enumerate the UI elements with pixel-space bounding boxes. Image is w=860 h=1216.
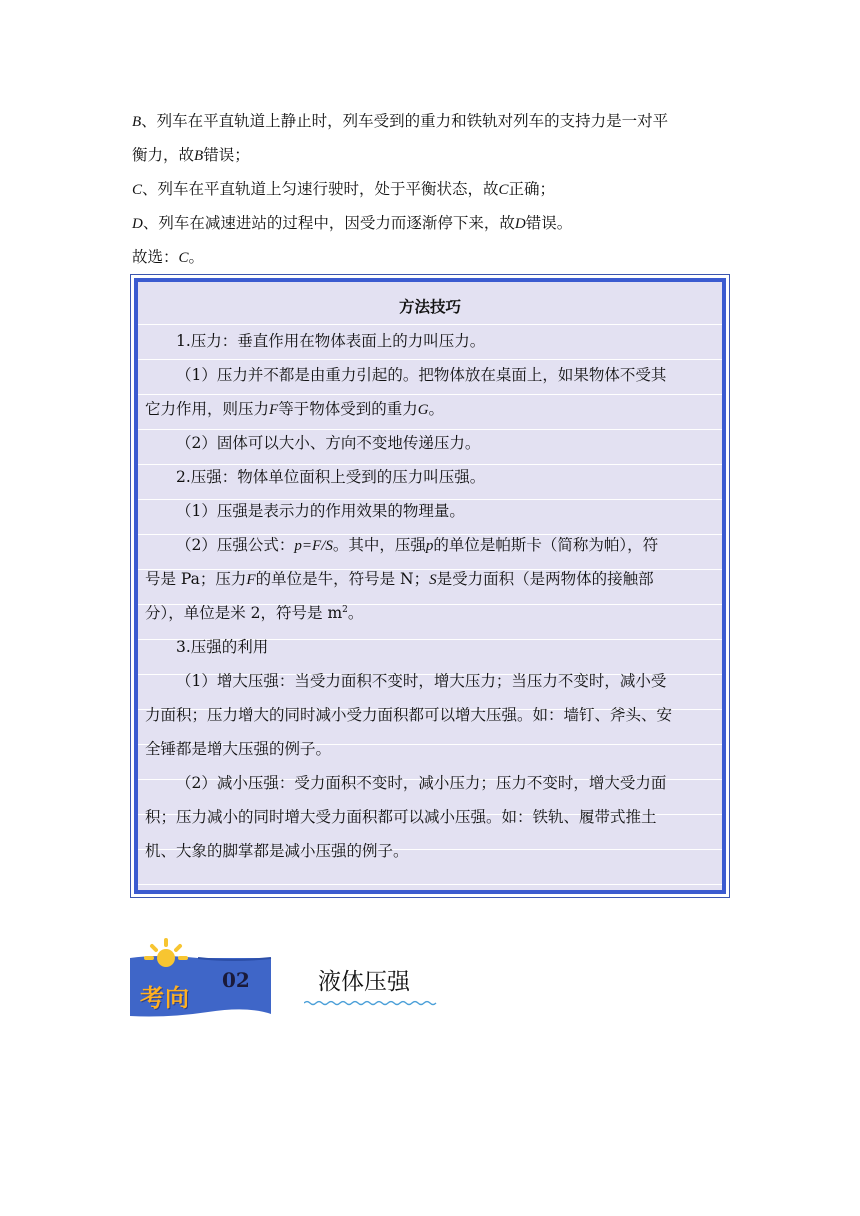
tip-text: 。 xyxy=(428,400,445,418)
option-b-label: B xyxy=(132,114,142,130)
answer-line-b xyxy=(132,104,732,139)
answer-d-end: 错误。 xyxy=(525,214,573,232)
section-badge xyxy=(128,936,273,1020)
method-tips-title: 方法技巧 xyxy=(398,297,461,316)
choice-label: 故选： xyxy=(132,248,179,266)
option-c-label: C xyxy=(132,182,143,198)
tip-text: 的单位是牛，符号是 N； xyxy=(255,570,430,588)
choice-end: 。 xyxy=(188,248,205,266)
answer-line-c xyxy=(132,172,732,207)
pressure-formula: p=F/S xyxy=(294,538,333,554)
answer-c-end: 正确； xyxy=(508,180,556,198)
tip-strength-note-1: （1）压强是表示力的作用效果的物理量。 xyxy=(176,502,465,520)
tip-text: 。其中，压强 xyxy=(332,536,426,554)
tip-decrease-line-c: 机、大象的脚掌都是减小压强的例子。 xyxy=(145,842,409,860)
tip-pressure-strength-definition: 2.压强：物体单位面积上受到的压力叫压强。 xyxy=(176,468,486,486)
tip-pressure-usage-heading: 3.压强的利用 xyxy=(176,638,269,656)
method-tips-inner xyxy=(134,278,726,894)
option-d-label: D xyxy=(132,216,143,232)
method-tips-box xyxy=(130,274,730,898)
answer-b-var: B xyxy=(194,148,204,164)
tip-text: 是受力面积（是两物体的接触部 xyxy=(436,570,654,588)
symbol-p: p xyxy=(425,538,434,554)
tip-pressure-note-2: （2）固体可以大小、方向不变地传递压力。 xyxy=(176,434,481,452)
tip-text: 的单位是帕斯卡（简称为帕），符 xyxy=(433,536,659,554)
answer-line-b-cont xyxy=(132,138,732,173)
tip-text: （2）压强公式： xyxy=(176,536,295,554)
badge-label: 考向 xyxy=(140,984,190,1012)
tip-increase-line-a: （1）增大压强：当受力面积不变时，增大压力；当压力不变时，减小受 xyxy=(176,672,667,690)
tip-formula-line-c xyxy=(145,596,721,630)
section-title: 液体压强 xyxy=(318,969,410,995)
section-title-underline xyxy=(304,1000,438,1006)
tip-formula-line-a xyxy=(145,528,721,563)
answer-b-cont-end: 错误； xyxy=(203,146,250,164)
tip-text: 等于物体受到的重力 xyxy=(278,400,418,418)
tip-pressure-note-1a: （1）压力并不都是由重力引起的。把物体放在桌面上，如果物体不受其 xyxy=(176,366,667,384)
tip-text: 它力作用，则压力 xyxy=(145,400,270,418)
answer-d-var: D xyxy=(514,216,526,232)
badge-number: 02 xyxy=(222,968,250,992)
tip-text: 分），单位是米 2，符号是 m xyxy=(145,604,343,622)
superscript-2: 2 xyxy=(342,605,348,615)
tip-formula-line-b xyxy=(145,562,721,597)
tip-text: 号是 Pa；压力 xyxy=(145,570,247,588)
tip-increase-line-c: 全锤都是增大压强的例子。 xyxy=(145,740,332,758)
symbol-F: F xyxy=(269,402,279,418)
symbol-G: G xyxy=(417,402,429,418)
tip-decrease-line-b: 积；压力减小的同时增大受力面积都可以减小压强。如：铁轨、履带式推土 xyxy=(145,808,657,826)
tip-decrease-line-a: （2）减小压强：受力面积不变时，减小压力；压力不变时，增大受力面 xyxy=(176,774,667,792)
answer-b-text: 、列车在平直轨道上静止时，列车受到的重力和铁轨对列车的支持力是一对平 xyxy=(141,112,669,130)
answer-c-text: 、列车在平直轨道上匀速行驶时，处于平衡状态，故 xyxy=(142,180,499,198)
tip-pressure-note-1b xyxy=(145,392,721,427)
symbol-F: F xyxy=(246,572,256,588)
choice-var: C xyxy=(178,250,189,266)
tip-text: 。 xyxy=(347,604,364,622)
answer-choice xyxy=(132,240,732,275)
answer-c-var: C xyxy=(498,182,509,198)
tip-increase-line-b: 力面积；压力增大的同时减小受力面积都可以增大压强。如：墙钉、斧头、安 xyxy=(145,706,673,724)
answer-d-text: 、列车在减速进站的过程中，因受力而逐渐停下来，故 xyxy=(142,214,515,232)
symbol-S: S xyxy=(429,572,437,588)
answer-line-d xyxy=(132,206,732,241)
answer-b-cont-text: 衡力，故 xyxy=(132,146,195,164)
tip-pressure-definition: 1.压力：垂直作用在物体表面上的力叫压力。 xyxy=(176,332,486,350)
